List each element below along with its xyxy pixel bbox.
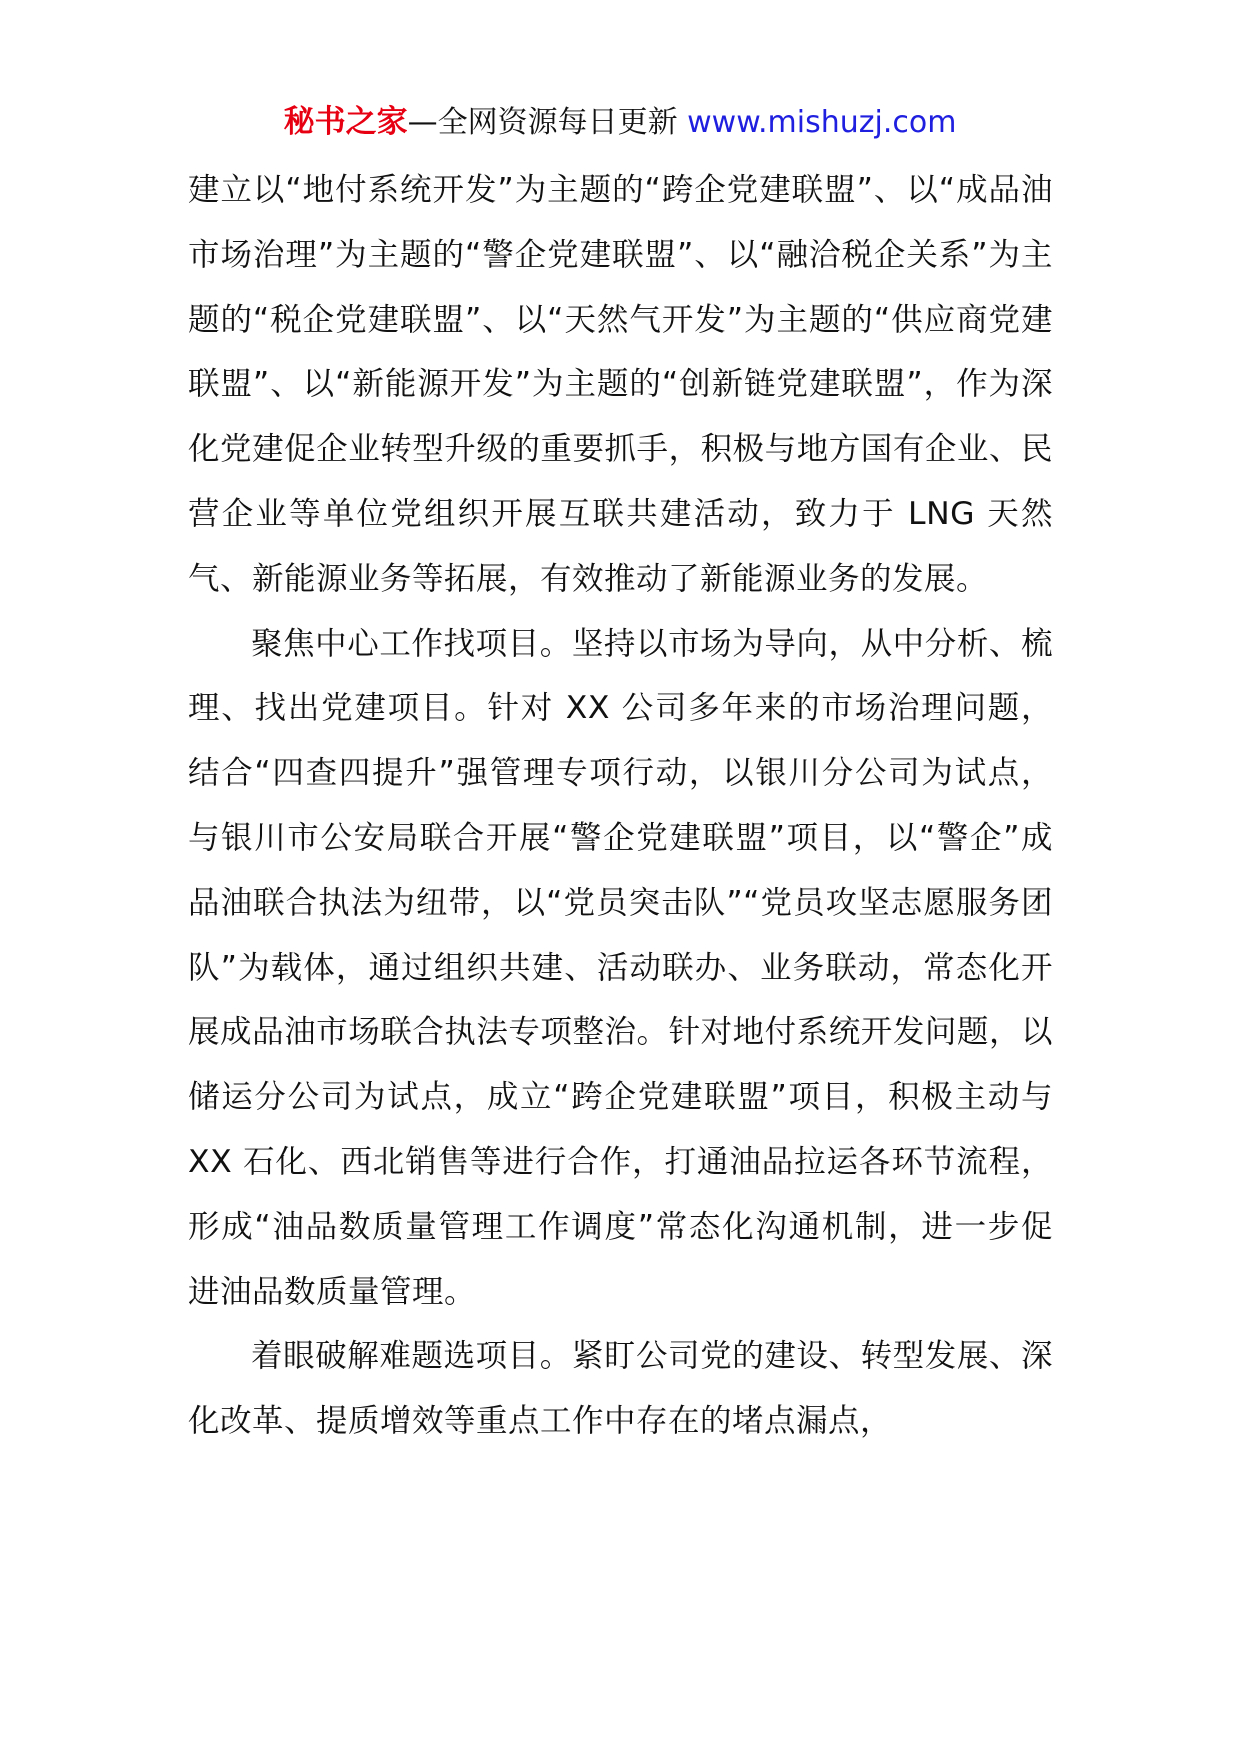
site-url-link[interactable]: www.mishuzj.com <box>687 105 957 140</box>
document-body <box>188 158 1053 1454</box>
header-tagline: —全网资源每日更新 <box>407 105 688 140</box>
paragraph-2: 聚焦中心工作找项目。坚持以市场为导向，从中分析、梳理、找出党建项目。针对 XX 公司多年来的市场治理问题，结合“四查四提升”强管理专项行动，以银川分公司为试点，与银川市公安局联合开展“警企党建联盟”项目，以“警企”成品油联合执法为纽带，以“党员突击队”“党员攻坚志愿服务团队”为载体，通过组织共建、活动联办、业务联动，常态化开展成品油市场联合执法专项整治。针对地付系统开发问题，以储运分公司为试点，成立“跨企党建联盟”项目，积极主动与 XX 石化、西北销售等进行合作，打通油品拉运各环节流程，形成“油品数质量管理工作调度”常态化沟通机制，进一步促进油品数质量管理。 <box>188 625 1053 1310</box>
brand-name: 秘书之家 <box>283 104 408 140</box>
site-header <box>0 100 1240 145</box>
paragraph-1: 建立以“地付系统开发”为主题的“跨企党建联盟”、以“成品油市场治理”为主题的“警企党建联盟”、以“融洽税企关系”为主题的“税企党建联盟”、以“天然气开发”为主题的“供应商党建联盟”、以“新能源开发”为主题的“创新链党建联盟”，作为深化党建促企业转型升级的重要抓手，积极与地方国有企业、民营企业等单位党组织开展互联共建活动，致力于 LNG 天然气、新能源业务等拓展，有效推动了新能源业务的发展。 <box>188 172 1053 597</box>
paragraph-3: 着眼破解难题选项目。紧盯公司党的建设、转型发展、深化改革、提质增效等重点工作中存在的堵点漏点， <box>188 1338 1053 1440</box>
